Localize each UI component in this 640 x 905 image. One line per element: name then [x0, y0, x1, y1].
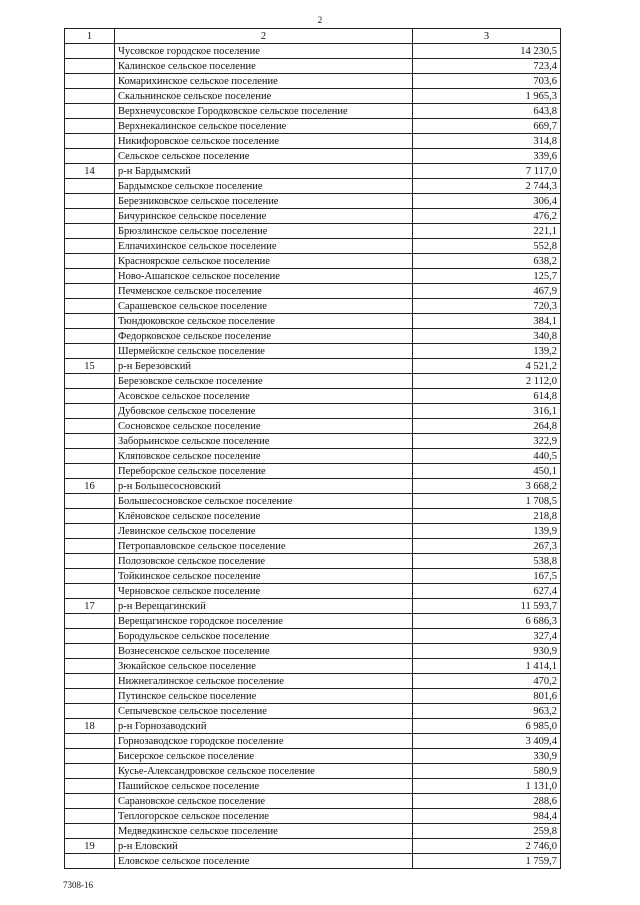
row-number-cell — [65, 854, 115, 869]
row-name-cell: Переборское сельское поселение — [115, 464, 413, 479]
row-name-cell: р-н Бардымский — [115, 164, 413, 179]
row-number-cell — [65, 434, 115, 449]
row-value-cell: 330,9 — [413, 749, 561, 764]
row-value-cell: 538,8 — [413, 554, 561, 569]
row-number-cell — [65, 464, 115, 479]
row-value-cell: 4 521,2 — [413, 359, 561, 374]
row-value-cell: 6 686,3 — [413, 614, 561, 629]
row-number-cell — [65, 389, 115, 404]
table-row — [65, 839, 561, 854]
row-value-cell: 167,5 — [413, 569, 561, 584]
row-value-cell: 314,8 — [413, 134, 561, 149]
table-row — [65, 794, 561, 809]
row-number-cell — [65, 344, 115, 359]
row-name-cell: Сосновское сельское поселение — [115, 419, 413, 434]
row-number-cell — [65, 299, 115, 314]
table-row — [65, 89, 561, 104]
row-name-cell: р-н Еловский — [115, 839, 413, 854]
row-number-cell — [65, 809, 115, 824]
table-row — [65, 599, 561, 614]
table-row — [65, 344, 561, 359]
row-value-cell: 221,1 — [413, 224, 561, 239]
row-number-cell: 14 — [65, 164, 115, 179]
row-value-cell: 2 112,0 — [413, 374, 561, 389]
row-name-cell: Бардымское сельское поселение — [115, 179, 413, 194]
row-number-cell — [65, 539, 115, 554]
row-name-cell: Верхнечусовское Городковское сельское поселение — [115, 104, 413, 119]
table-row — [65, 464, 561, 479]
table-row — [65, 299, 561, 314]
row-value-cell: 125,7 — [413, 269, 561, 284]
row-number-cell — [65, 704, 115, 719]
row-value-cell: 139,2 — [413, 344, 561, 359]
table-row — [65, 179, 561, 194]
row-name-cell: Бисерское сельское поселение — [115, 749, 413, 764]
row-value-cell: 638,2 — [413, 254, 561, 269]
row-name-cell: Еловское сельское поселение — [115, 854, 413, 869]
row-name-cell: Левинское сельское поселение — [115, 524, 413, 539]
row-number-cell — [65, 119, 115, 134]
row-name-cell: Горнозаводское городское поселение — [115, 734, 413, 749]
row-value-cell: 643,8 — [413, 104, 561, 119]
table-row — [65, 434, 561, 449]
row-number-cell — [65, 689, 115, 704]
row-number-cell — [65, 764, 115, 779]
row-number-cell — [65, 674, 115, 689]
row-number-cell — [65, 644, 115, 659]
row-number-cell — [65, 59, 115, 74]
table-row — [65, 134, 561, 149]
row-number-cell — [65, 239, 115, 254]
row-name-cell: Большесосновское сельское поселение — [115, 494, 413, 509]
row-name-cell: Тюндюковское сельское поселение — [115, 314, 413, 329]
row-value-cell: 627,4 — [413, 584, 561, 599]
row-value-cell: 614,8 — [413, 389, 561, 404]
row-value-cell: 218,8 — [413, 509, 561, 524]
table-row — [65, 419, 561, 434]
table-row — [65, 659, 561, 674]
row-value-cell: 139,9 — [413, 524, 561, 539]
row-name-cell: Березовское сельское поселение — [115, 374, 413, 389]
table-row — [65, 44, 561, 59]
row-value-cell: 1 414,1 — [413, 659, 561, 674]
row-number-cell: 18 — [65, 719, 115, 734]
row-number-cell — [65, 404, 115, 419]
row-value-cell: 1 131,0 — [413, 779, 561, 794]
row-name-cell: Бичуринское сельское поселение — [115, 209, 413, 224]
row-number-cell — [65, 149, 115, 164]
row-number-cell — [65, 614, 115, 629]
row-number-cell — [65, 224, 115, 239]
row-name-cell: Сепычевское сельское поселение — [115, 704, 413, 719]
row-name-cell: Заборьинское сельское поселение — [115, 434, 413, 449]
row-name-cell: Тойкинское сельское поселение — [115, 569, 413, 584]
row-number-cell — [65, 659, 115, 674]
row-name-cell: Верещагинское городское поселение — [115, 614, 413, 629]
row-value-cell: 306,4 — [413, 194, 561, 209]
row-name-cell: Клёновское сельское поселение — [115, 509, 413, 524]
row-value-cell: 1 759,7 — [413, 854, 561, 869]
row-value-cell: 552,8 — [413, 239, 561, 254]
row-name-cell: Сарановское сельское поселение — [115, 794, 413, 809]
row-number-cell: 19 — [65, 839, 115, 854]
row-value-cell: 14 230,5 — [413, 44, 561, 59]
table-row — [65, 374, 561, 389]
table-row — [65, 524, 561, 539]
row-name-cell: Елпачихинское сельское поселение — [115, 239, 413, 254]
row-number-cell — [65, 134, 115, 149]
row-name-cell: Зюкайское сельское поселение — [115, 659, 413, 674]
row-value-cell: 339,6 — [413, 149, 561, 164]
row-number-cell — [65, 749, 115, 764]
row-value-cell: 340,8 — [413, 329, 561, 344]
row-name-cell: Калинское сельское поселение — [115, 59, 413, 74]
row-number-cell — [65, 554, 115, 569]
row-name-cell: Вознесенское сельское поселение — [115, 644, 413, 659]
row-name-cell: Кусье-Александровское сельское поселение — [115, 764, 413, 779]
row-number-cell — [65, 254, 115, 269]
table-row — [65, 539, 561, 554]
table-row — [65, 359, 561, 374]
document-code: 7308-16 — [63, 880, 93, 890]
table-row — [65, 584, 561, 599]
row-name-cell: Бородульское сельское поселение — [115, 629, 413, 644]
row-name-cell: Федорковское сельское поселение — [115, 329, 413, 344]
table-row — [65, 779, 561, 794]
row-value-cell: 384,1 — [413, 314, 561, 329]
row-value-cell: 801,6 — [413, 689, 561, 704]
row-number-cell — [65, 419, 115, 434]
row-name-cell: Полозовское сельское поселение — [115, 554, 413, 569]
row-name-cell: Красноярское сельское поселение — [115, 254, 413, 269]
row-value-cell: 322,9 — [413, 434, 561, 449]
table-row — [65, 209, 561, 224]
row-value-cell: 440,5 — [413, 449, 561, 464]
row-number-cell — [65, 374, 115, 389]
row-value-cell: 984,4 — [413, 809, 561, 824]
table-row — [65, 74, 561, 89]
row-number-cell — [65, 104, 115, 119]
row-name-cell: Пашийское сельское поселение — [115, 779, 413, 794]
table-row — [65, 404, 561, 419]
row-name-cell: Асовское сельское поселение — [115, 389, 413, 404]
row-value-cell: 930,9 — [413, 644, 561, 659]
row-name-cell: Комарихинское сельское поселение — [115, 74, 413, 89]
row-name-cell: р-н Горнозаводский — [115, 719, 413, 734]
table-row — [65, 854, 561, 869]
table-row — [65, 329, 561, 344]
row-value-cell: 3 668,2 — [413, 479, 561, 494]
row-value-cell: 2 744,3 — [413, 179, 561, 194]
row-value-cell: 6 985,0 — [413, 719, 561, 734]
row-number-cell — [65, 179, 115, 194]
table-row — [65, 119, 561, 134]
row-value-cell: 316,1 — [413, 404, 561, 419]
row-value-cell: 723,4 — [413, 59, 561, 74]
row-number-cell — [65, 329, 115, 344]
column-header-1: 1 — [65, 29, 115, 44]
page-number: 2 — [317, 15, 323, 25]
table-row — [65, 749, 561, 764]
table-row — [65, 719, 561, 734]
table-row — [65, 284, 561, 299]
row-number-cell: 15 — [65, 359, 115, 374]
row-number-cell — [65, 569, 115, 584]
row-value-cell: 264,8 — [413, 419, 561, 434]
row-value-cell: 470,2 — [413, 674, 561, 689]
table-row — [65, 59, 561, 74]
row-value-cell: 288,6 — [413, 794, 561, 809]
row-value-cell: 476,2 — [413, 209, 561, 224]
row-value-cell: 267,3 — [413, 539, 561, 554]
row-value-cell: 703,6 — [413, 74, 561, 89]
row-number-cell — [65, 629, 115, 644]
row-value-cell: 580,9 — [413, 764, 561, 779]
row-name-cell: Брюзлинское сельское поселение — [115, 224, 413, 239]
column-header-2: 2 — [115, 29, 413, 44]
row-name-cell: Черновское сельское поселение — [115, 584, 413, 599]
row-number-cell — [65, 794, 115, 809]
table-row — [65, 689, 561, 704]
row-number-cell — [65, 524, 115, 539]
row-value-cell: 2 746,0 — [413, 839, 561, 854]
table-row — [65, 194, 561, 209]
table-row — [65, 239, 561, 254]
table-row — [65, 614, 561, 629]
table-row — [65, 104, 561, 119]
row-name-cell: Дубовское сельское поселение — [115, 404, 413, 419]
row-number-cell — [65, 584, 115, 599]
row-name-cell: Кляповское сельское поселение — [115, 449, 413, 464]
row-number-cell: 16 — [65, 479, 115, 494]
row-name-cell: Березниковское сельское поселение — [115, 194, 413, 209]
row-number-cell — [65, 269, 115, 284]
table-row — [65, 554, 561, 569]
row-value-cell: 467,9 — [413, 284, 561, 299]
row-value-cell: 327,4 — [413, 629, 561, 644]
row-name-cell: Сельское сельское поселение — [115, 149, 413, 164]
row-number-cell — [65, 824, 115, 839]
table-row — [65, 569, 561, 584]
row-name-cell: Теплогорское сельское поселение — [115, 809, 413, 824]
table-row — [65, 224, 561, 239]
row-value-cell: 963,2 — [413, 704, 561, 719]
table-row — [65, 824, 561, 839]
row-value-cell: 450,1 — [413, 464, 561, 479]
table-row — [65, 479, 561, 494]
row-number-cell — [65, 494, 115, 509]
row-number-cell — [65, 44, 115, 59]
row-number-cell: 17 — [65, 599, 115, 614]
row-value-cell: 669,7 — [413, 119, 561, 134]
table-row — [65, 704, 561, 719]
table-header-row — [65, 29, 561, 44]
row-value-cell: 1 708,5 — [413, 494, 561, 509]
table-row — [65, 314, 561, 329]
table-row — [65, 269, 561, 284]
row-number-cell — [65, 509, 115, 524]
table-row — [65, 809, 561, 824]
table-row — [65, 449, 561, 464]
row-value-cell: 259,8 — [413, 824, 561, 839]
row-name-cell: Верхнекалинское сельское поселение — [115, 119, 413, 134]
row-number-cell — [65, 194, 115, 209]
row-name-cell: Шермейское сельское поселение — [115, 344, 413, 359]
table-row — [65, 149, 561, 164]
table-row — [65, 389, 561, 404]
row-name-cell: Чусовское городское поселение — [115, 44, 413, 59]
row-name-cell: Петропавловское сельское поселение — [115, 539, 413, 554]
row-number-cell — [65, 89, 115, 104]
row-value-cell: 3 409,4 — [413, 734, 561, 749]
table-row — [65, 509, 561, 524]
table-row — [65, 254, 561, 269]
row-name-cell: р-н Верещагинский — [115, 599, 413, 614]
row-name-cell: Нижнегалинское сельское поселение — [115, 674, 413, 689]
row-name-cell: Сарашевское сельское поселение — [115, 299, 413, 314]
column-header-3: 3 — [413, 29, 561, 44]
table-row — [65, 644, 561, 659]
table-row — [65, 494, 561, 509]
row-name-cell: Ново-Ашапское сельское поселение — [115, 269, 413, 284]
row-value-cell: 11 593,7 — [413, 599, 561, 614]
row-name-cell: р-н Березовский — [115, 359, 413, 374]
table-row — [65, 764, 561, 779]
table-row — [65, 629, 561, 644]
row-number-cell — [65, 449, 115, 464]
table-row — [65, 164, 561, 179]
row-name-cell: Медведкинское сельское поселение — [115, 824, 413, 839]
allocation-table — [64, 28, 561, 869]
row-name-cell: р-н Большесосновский — [115, 479, 413, 494]
row-number-cell — [65, 314, 115, 329]
row-name-cell: Печменское сельское поселение — [115, 284, 413, 299]
row-number-cell — [65, 779, 115, 794]
row-number-cell — [65, 734, 115, 749]
row-value-cell: 1 965,3 — [413, 89, 561, 104]
row-number-cell — [65, 209, 115, 224]
row-name-cell: Скальнинское сельское поселение — [115, 89, 413, 104]
row-value-cell: 720,3 — [413, 299, 561, 314]
row-value-cell: 7 117,0 — [413, 164, 561, 179]
table-row — [65, 734, 561, 749]
table-row — [65, 674, 561, 689]
row-name-cell: Никифоровское сельское поселение — [115, 134, 413, 149]
row-number-cell — [65, 74, 115, 89]
row-number-cell — [65, 284, 115, 299]
row-name-cell: Путинское сельское поселение — [115, 689, 413, 704]
